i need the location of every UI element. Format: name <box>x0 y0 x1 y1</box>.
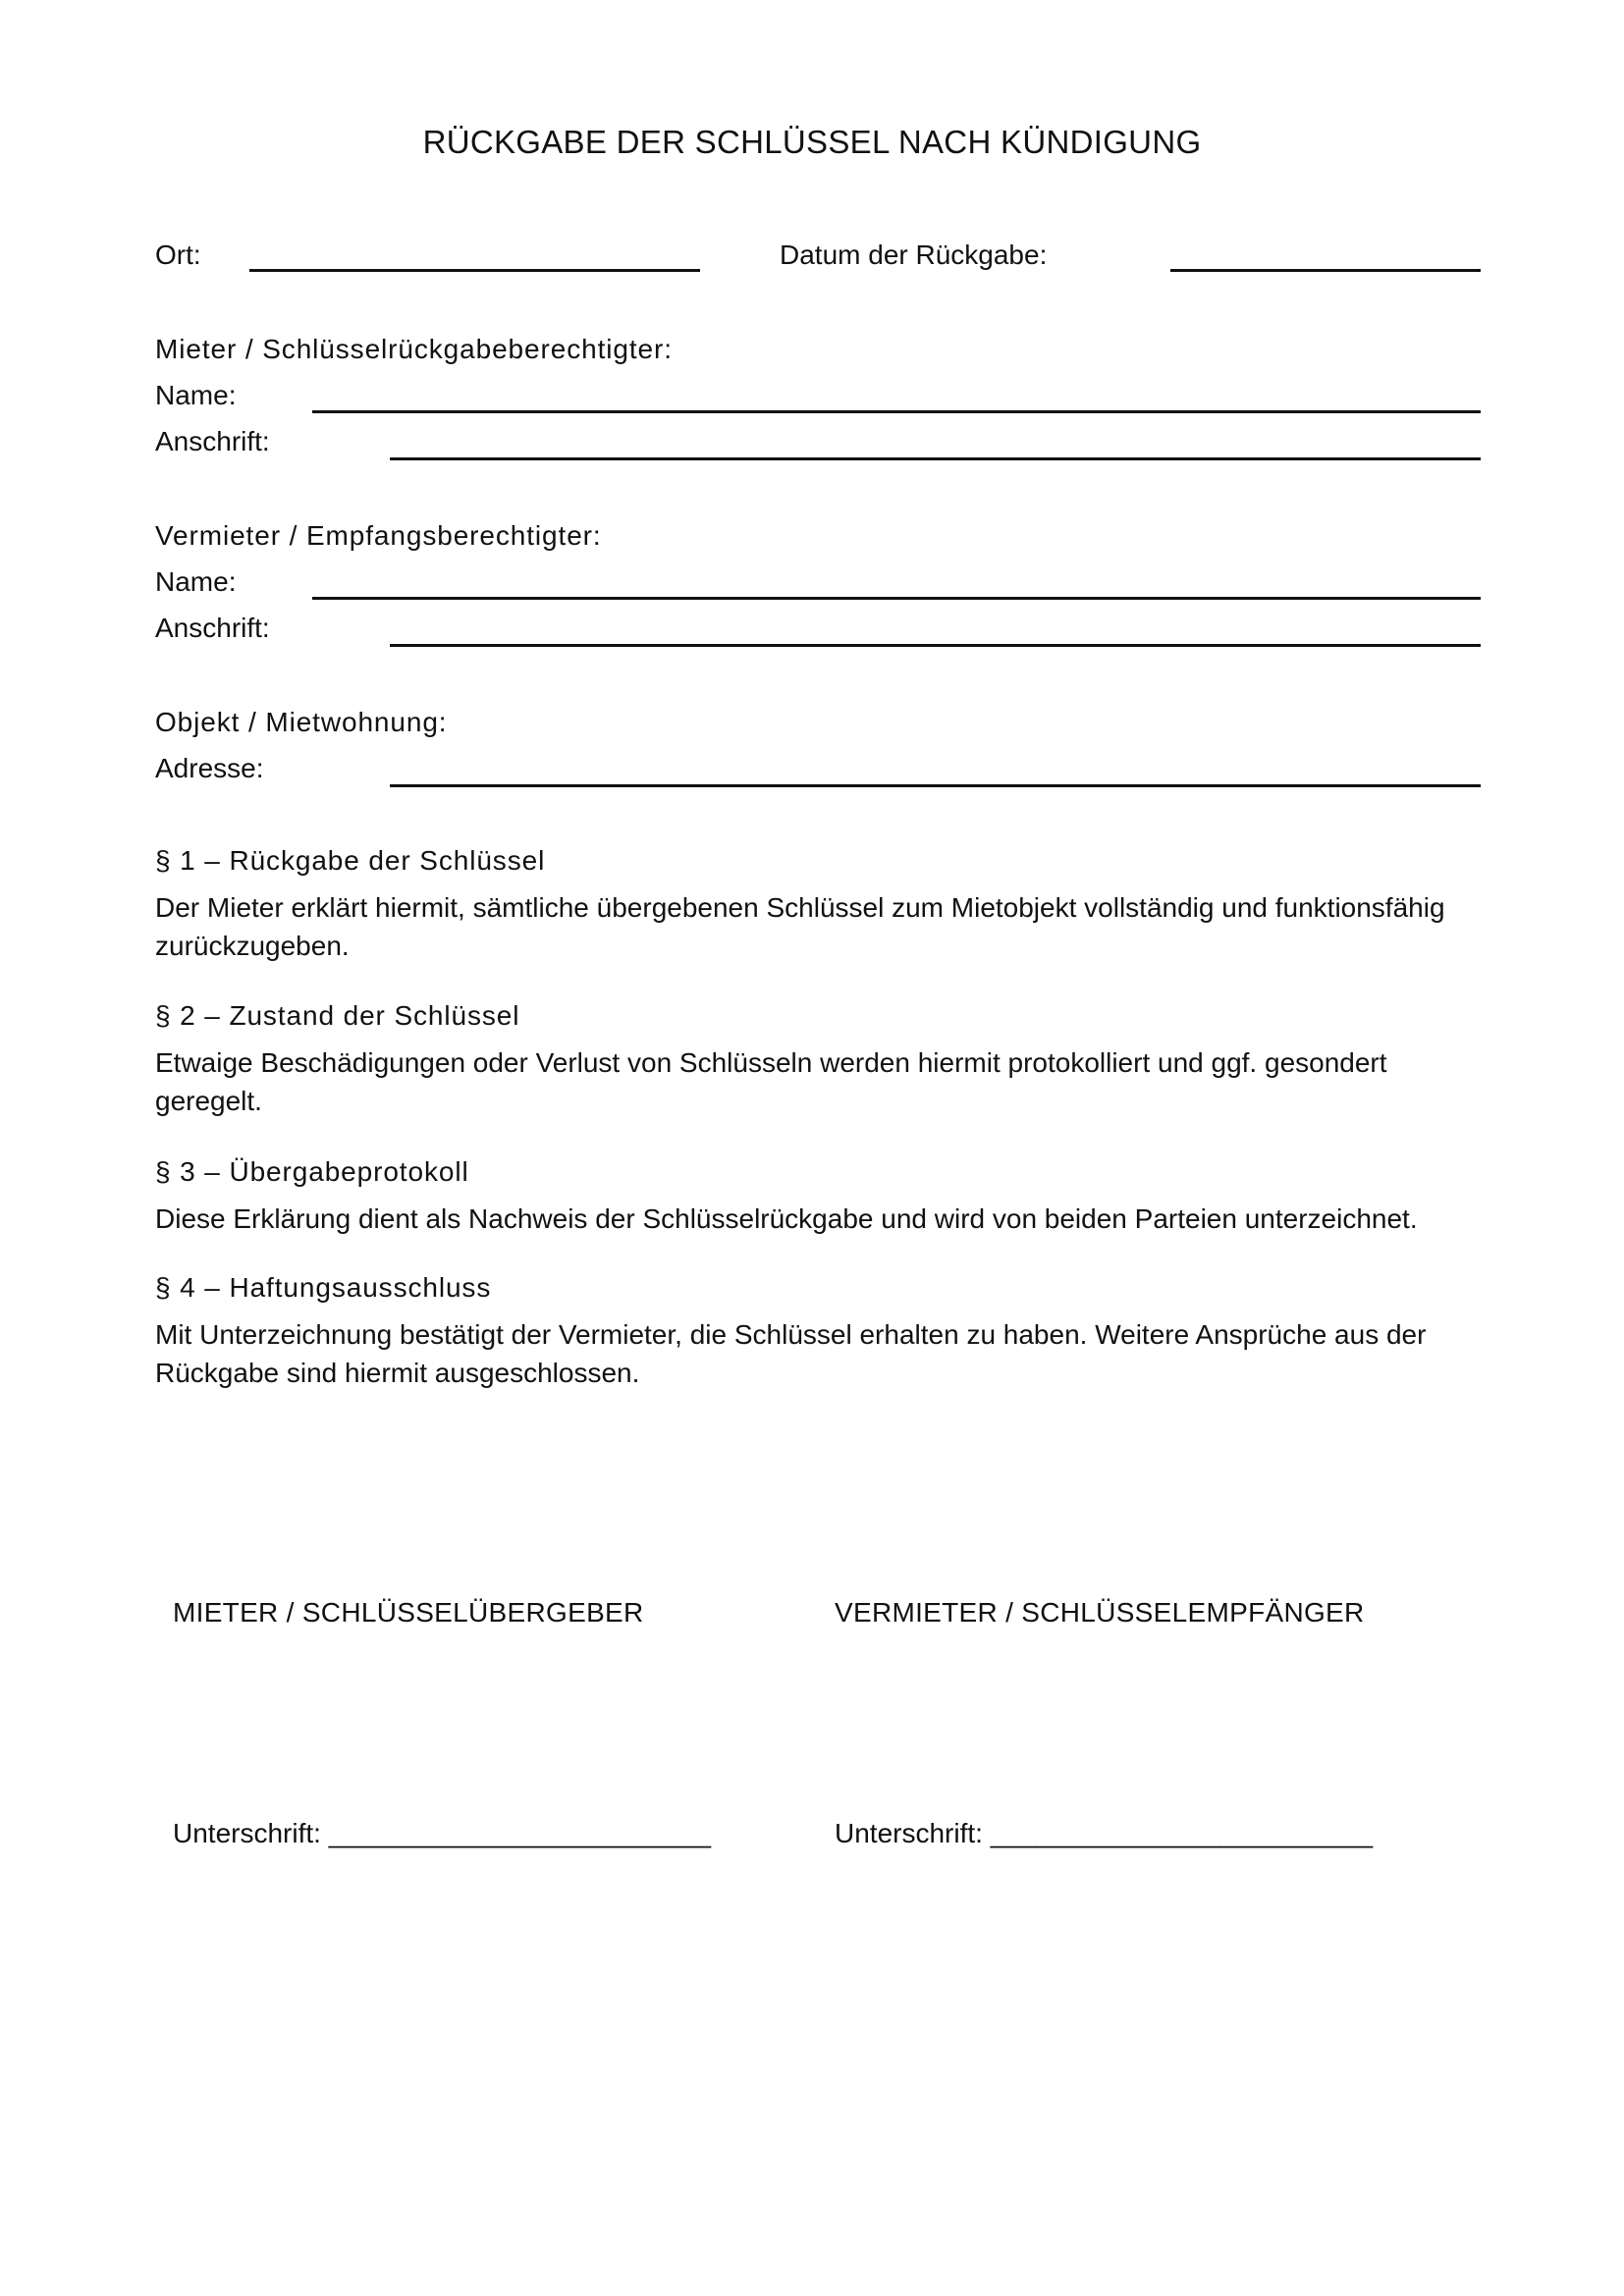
vermieter-heading: Vermieter / Empfangsberechtigter: <box>155 520 602 551</box>
vermieter-name-label: Name: <box>155 566 237 597</box>
signature-right-heading: VERMIETER / SCHLÜSSELEMPFÄNGER <box>835 1597 1365 1628</box>
vermieter-anschrift-field[interactable] <box>390 644 1481 647</box>
signature-left-line[interactable]: Unterschrift: _________________________ <box>173 1818 712 1848</box>
ort-label: Ort: <box>155 240 201 270</box>
mieter-name-field[interactable] <box>312 410 1481 413</box>
document-title: RÜCKGABE DER SCHLÜSSEL NACH KÜNDIGUNG <box>422 124 1202 160</box>
section-3-heading: § 3 – Übergabeprotokoll <box>155 1156 469 1187</box>
section-2-line-2: geregelt. <box>155 1086 262 1116</box>
objekt-adresse-label: Adresse: <box>155 753 264 783</box>
signature-right-line[interactable]: Unterschrift: _________________________ <box>835 1818 1374 1848</box>
mieter-heading: Mieter / Schlüsselrückgabeberechtigter: <box>155 334 673 364</box>
section-1-line-2: zurückzugeben. <box>155 931 350 961</box>
objekt-adresse-field[interactable] <box>390 784 1481 787</box>
vermieter-anschrift-label: Anschrift: <box>155 613 270 643</box>
section-1-heading: § 1 – Rückgabe der Schlüssel <box>155 845 546 876</box>
section-3-line-1: Diese Erklärung dient als Nachweis der Schlüsselrückgabe und wird von beiden Parteien unterzeichnet. <box>155 1203 1418 1234</box>
ort-field[interactable] <box>249 269 700 272</box>
section-2-heading: § 2 – Zustand der Schlüssel <box>155 1000 520 1031</box>
section-2-line-1: Etwaige Beschädigungen oder Verlust von Schlüsseln werden hiermit protokolliert und ggf. gesondert <box>155 1047 1387 1078</box>
signature-left-heading: MIETER / SCHLÜSSELÜBERGEBER <box>173 1597 644 1628</box>
mieter-anschrift-field[interactable] <box>390 457 1481 460</box>
section-4-line-2: Rückgabe sind hiermit ausgeschlossen. <box>155 1358 640 1388</box>
section-4-line-1: Mit Unterzeichnung bestätigt der Vermieter, die Schlüssel erhalten zu haben. Weitere Ansprüche aus der <box>155 1319 1427 1350</box>
datum-field[interactable] <box>1170 269 1481 272</box>
vermieter-name-field[interactable] <box>312 597 1481 600</box>
section-1-line-1: Der Mieter erklärt hiermit, sämtliche übergebenen Schlüssel zum Mietobjekt vollständig und funktionsfähig <box>155 892 1445 923</box>
objekt-heading: Objekt / Mietwohnung: <box>155 707 448 737</box>
mieter-name-label: Name: <box>155 380 237 410</box>
datum-label: Datum der Rückgabe: <box>780 240 1048 270</box>
section-4-heading: § 4 – Haftungsausschluss <box>155 1272 492 1303</box>
mieter-anschrift-label: Anschrift: <box>155 426 270 456</box>
